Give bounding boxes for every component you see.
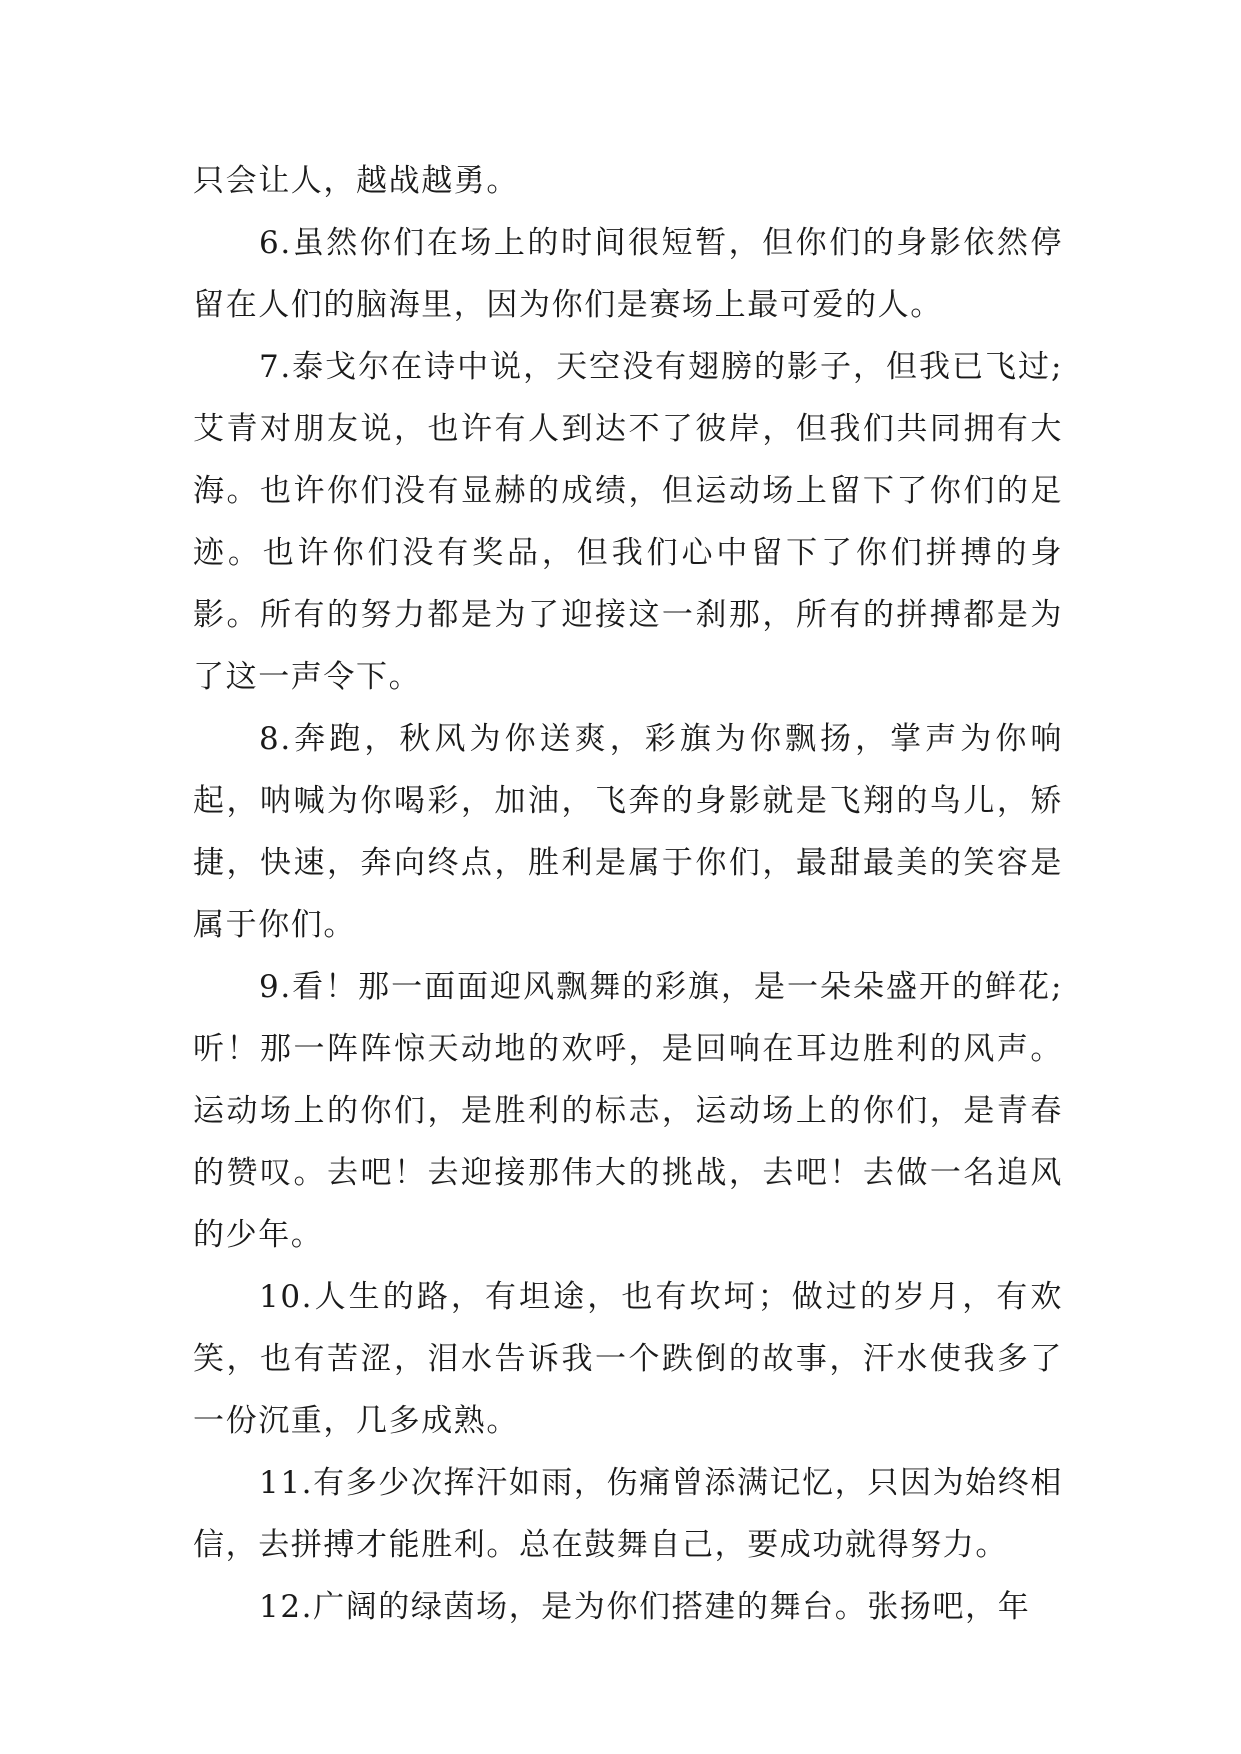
paragraph-item-8: 8.奔跑，秋风为你送爽，彩旗为你飘扬，掌声为你响起，呐喊为你喝彩，加油，飞奔的身影就是飞翔的鸟儿，矫捷，快速，奔向终点，胜利是属于你们，最甜最美的笑容是属于你们。 [193,721,1063,943]
paragraph-item-9: 9.看！那一面面迎风飘舞的彩旗，是一朵朵盛开的鲜花;听！那一阵阵惊天动地的欢呼，是回响在耳边胜利的风声。运动场上的你们，是胜利的标志，运动场上的你们，是青春的赞叹。去吧！去迎接那伟大的挑战，去吧！去做一名追风的少年。 [193,969,1063,1253]
document-page [193,150,1063,1638]
paragraph-item-12: 12.广阔的绿茵场，是为你们搭建的舞台。张扬吧，年 [259,1589,1031,1625]
paragraph-item-7: 7.泰戈尔在诗中说，天空没有翅膀的影子，但我已飞过;艾青对朋友说，也许有人到达不了彼岸，但我们共同拥有大海。也许你们没有显赫的成绩，但运动场上留下了你们的足迹。也许你们没有奖品，但我们心中留下了你们拼搏的身影。所有的努力都是为了迎接这一刹那，所有的拼搏都是为了这一声令下。 [193,349,1063,695]
paragraph-item-6: 6.虽然你们在场上的时间很短暂，但你们的身影依然停留在人们的脑海里，因为你们是赛场上最可爱的人。 [193,225,1063,323]
paragraph-item-11: 11.有多少次挥汗如雨，伤痛曾添满记忆，只因为始终相信，去拼搏才能胜利。总在鼓舞自己，要成功就得努力。 [193,1465,1063,1563]
paragraph-continuation: 只会让人，越战越勇。 [193,163,519,199]
paragraph-item-10: 10.人生的路，有坦途，也有坎坷；做过的岁月，有欢笑，也有苦涩，泪水告诉我一个跌倒的故事，汗水使我多了一份沉重，几多成熟。 [193,1279,1063,1439]
